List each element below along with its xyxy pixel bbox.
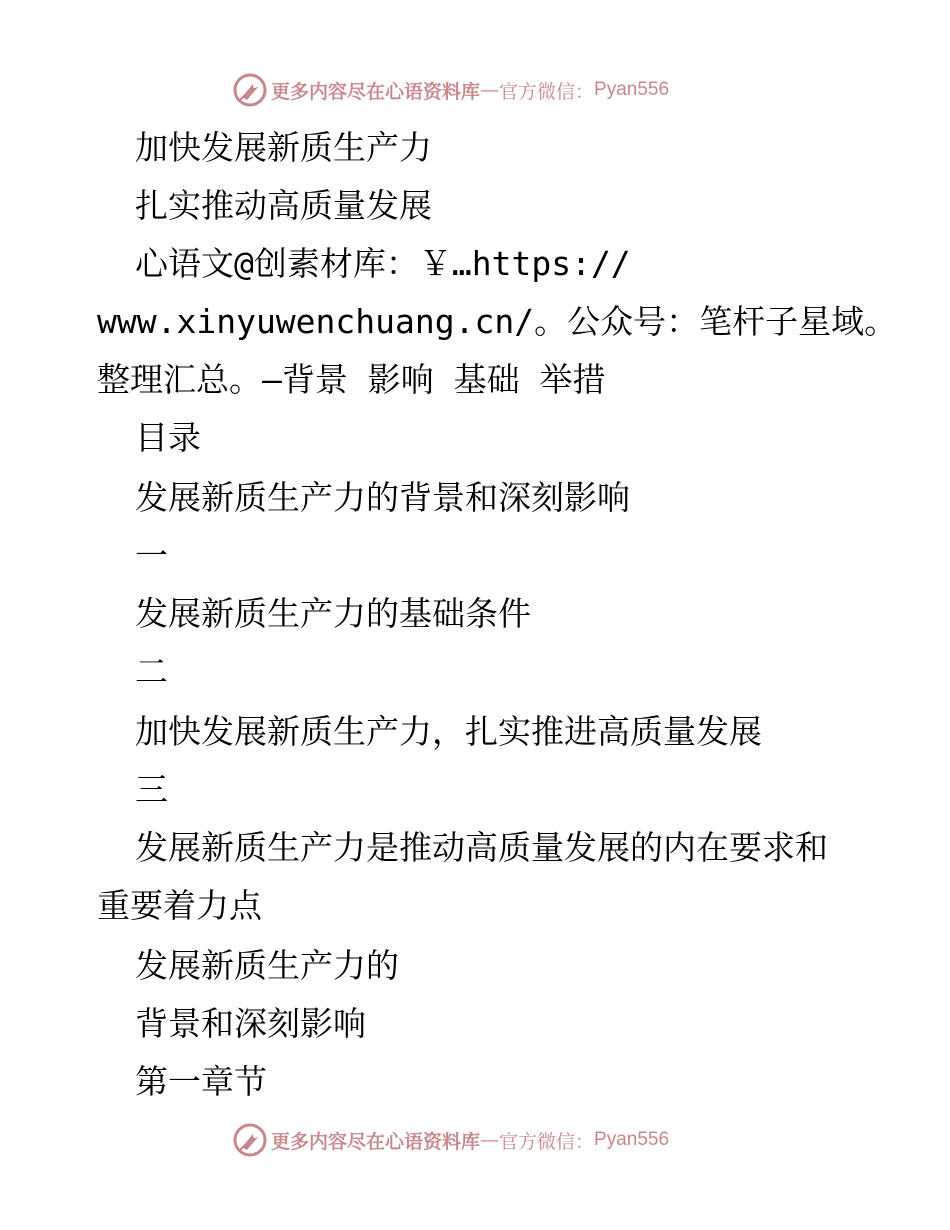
watermark-handle: Pyan556: [594, 1129, 670, 1150]
toc-item-4-title-line-2: 重要着力点: [97, 886, 262, 925]
section-heading-line-2: 背景和深刻影响: [135, 1004, 366, 1043]
watermark-site-text: 更多内容尽在心语资料库: [271, 1130, 481, 1153]
watermark-site-text: 更多内容尽在心语资料库: [271, 80, 481, 103]
doc-title-line-2: 扎实推动高质量发展: [135, 186, 432, 225]
pen-nib-logo-icon: [233, 1123, 267, 1157]
toc-item-2-number: 二: [135, 652, 168, 691]
toc-heading: 目录: [135, 418, 201, 457]
watermark-separator: —: [480, 1129, 500, 1151]
section-heading-line-1: 发展新质生产力的: [135, 946, 399, 985]
doc-source-line-2: www.xinyuwenchuang.cn/。公众号：笔杆子星域。: [97, 302, 898, 341]
pen-nib-logo-icon: [233, 73, 267, 107]
header-watermark: [233, 72, 713, 108]
watermark-contact-label: 官方微信：: [499, 1130, 595, 1153]
toc-item-1-title: 发展新质生产力的背景和深刻影响: [135, 478, 630, 517]
doc-source-line-3: 整理汇总。—背景 影响 基础 举措: [97, 360, 606, 399]
toc-item-2-title: 发展新质生产力的基础条件: [135, 594, 531, 633]
toc-item-3-number: 三: [135, 770, 168, 809]
doc-title-line-1: 加快发展新质生产力: [135, 128, 432, 167]
watermark-handle: Pyan556: [594, 79, 670, 100]
toc-item-4-title-line-1: 发展新质生产力是推动高质量发展的内在要求和: [135, 828, 828, 867]
doc-source-line-1: 心语文@创素材库：￥…https://: [135, 244, 631, 283]
footer-watermark: [233, 1122, 713, 1158]
chapter-label: 第一章节: [135, 1062, 267, 1101]
watermark-separator: —: [480, 79, 500, 101]
toc-item-3-title: 加快发展新质生产力，扎实推进高质量发展: [135, 712, 762, 751]
watermark-contact-label: 官方微信：: [499, 80, 595, 103]
toc-item-1-number: 一: [135, 536, 168, 575]
